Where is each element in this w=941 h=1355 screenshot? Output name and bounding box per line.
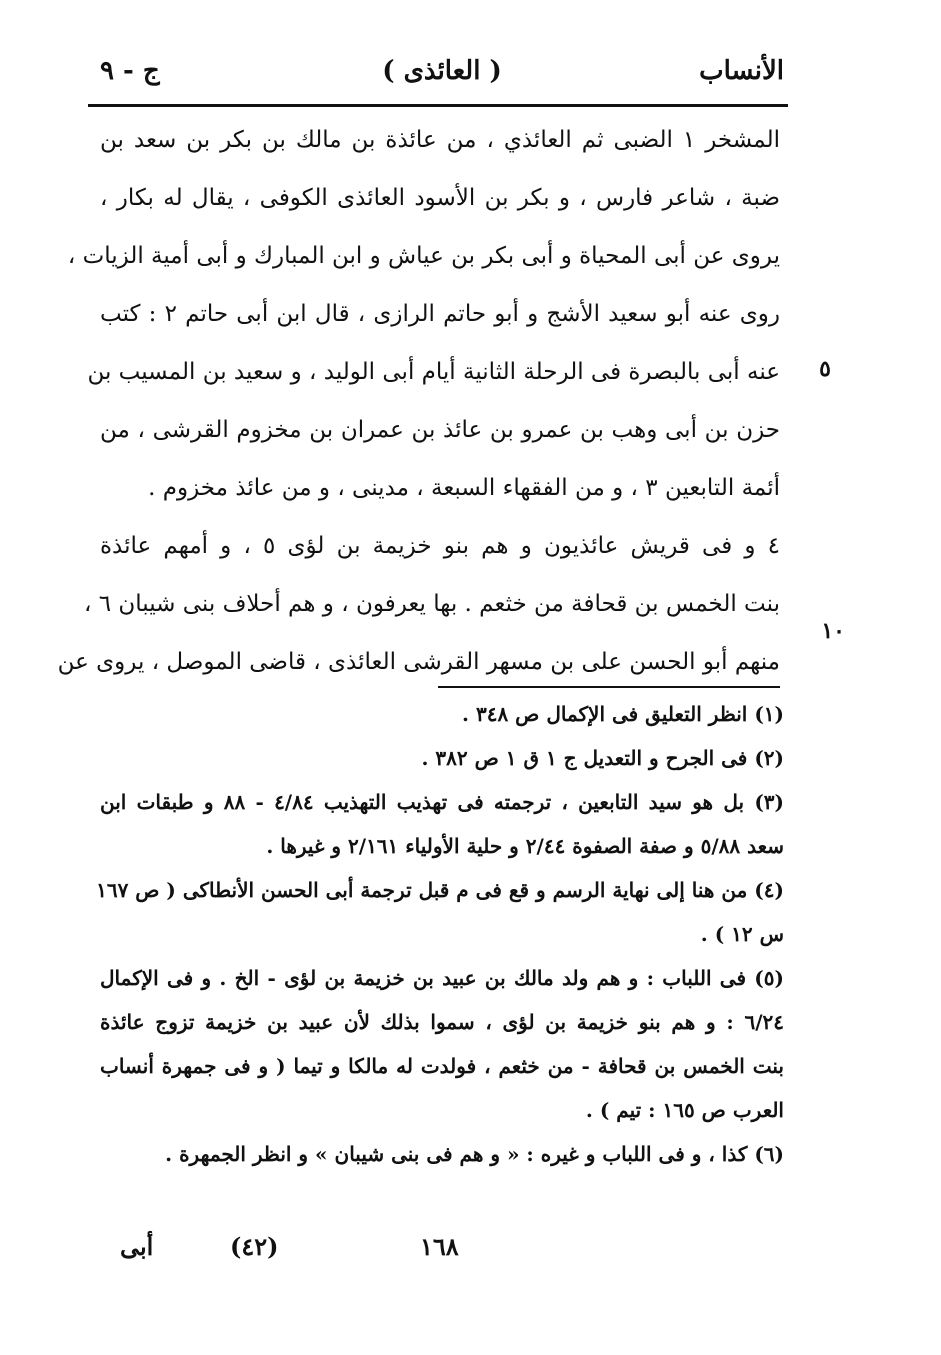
footnote-rule: [438, 686, 780, 688]
footnote-line: (٢) فى الجرح و التعديل ج ١ ق ١ ص ٣٨٢ .: [421, 746, 784, 770]
sheet-number: (٤٢): [230, 1232, 279, 1261]
text-line: ضبة ، شاعر فارس ، و بكر بن الأسود العائذى الكوفى ، يقال له بكار ،: [100, 185, 780, 211]
header-book-title: الأنساب: [699, 56, 784, 86]
footnote-line: (٤) من هنا إلى نهاية الرسم و قع فى م قبل ترجمة أبى الحسن الأنطاكى ( ص ١٦٧: [96, 878, 784, 902]
footnote-line: ٦/٢٤ : و هم بنو خزيمة بن لؤى ، سموا بذلك لأن عبيد بن خزيمة تزوج عائذة: [100, 1010, 784, 1034]
text-line: بنت الخمس بن قحافة من خثعم . بها يعرفون ، و هم أحلاف بنى شيبان ٦ ،: [83, 591, 780, 617]
text-line: ٤ و فى قريش عائذيون و هم بنو خزيمة بن لؤى ٥ ، و أمهم عائذة: [100, 533, 780, 559]
text-line: عنه أبى بالبصرة فى الرحلة الثانية أيام أبى الوليد ، و سعيد بن المسيب بن: [87, 359, 780, 385]
text-line: منهم أبو الحسن على بن مسهر القرشى العائذى ، قاضى الموصل ، يروى عن: [57, 649, 780, 675]
text-line: يروى عن أبى المحياة و أبى بكر بن عياش و ابن المبارك و أبى أمية الزيات ،: [67, 243, 780, 269]
footnote-line: (٦) كذا ، و فى اللباب و غيره : « و هم فى بنى شيبان » و انظر الجمهرة .: [165, 1142, 784, 1166]
line-number-5: ٥: [819, 356, 831, 382]
footnote-line: (١) انظر التعليق فى الإكمال ص ٣٤٨ .: [462, 702, 784, 726]
running-header: [100, 56, 784, 100]
footnote-line: بنت الخمس بن قحافة - من خثعم ، فولدت له مالكا و تيما ( و فى جمهرة أنساب: [100, 1054, 784, 1078]
footnote-line: العرب ص ١٦٥ : تيم ) .: [585, 1098, 784, 1122]
header-volume: ج - ٩: [100, 56, 160, 86]
line-number-10: ١٠: [821, 618, 845, 644]
footnote-line: (٥) فى اللباب : و هم ولد مالك بن عبيد بن خزيمة بن لؤى - الخ . و فى الإكمال: [100, 966, 784, 990]
text-line: حزن بن أبى وهب بن عمرو بن عائذ بن عمران بن مخزوم القرشى ، من: [100, 417, 780, 443]
footnotes: [96, 694, 785, 1178]
text-line: روى عنه أبو سعيد الأشج و أبو حاتم الرازى ، قال ابن أبى حاتم ٢ : كتب: [100, 301, 780, 327]
main-text: [57, 116, 780, 696]
text-line: المشخر ١ الضبى ثم العائذي ، من عائذة بن مالك بن بكر بن سعد بن: [100, 127, 780, 153]
header-entry-title: ( العائذى ): [382, 56, 502, 86]
footnote-line: سعد ٥/٨٨ و صفة الصفوة ٢/٤٤ و حلية الأولياء ٢/١٦١ و غيرها .: [266, 834, 784, 858]
footnote-line: س ١٢ ) .: [700, 922, 784, 946]
page-footer: [100, 1232, 784, 1272]
page-number: ١٦٨: [420, 1232, 459, 1261]
catchword: أبى: [120, 1232, 154, 1261]
header-rule: [88, 104, 788, 107]
text-line: أئمة التابعين ٣ ، و من الفقهاء السبعة ، مدينى ، و من عائذ مخزوم .: [148, 475, 780, 501]
footnote-line: (٣) بل هو سيد التابعين ، ترجمته فى تهذيب التهذيب ٤/٨٤ - ٨٨ و طبقات ابن: [100, 790, 785, 814]
